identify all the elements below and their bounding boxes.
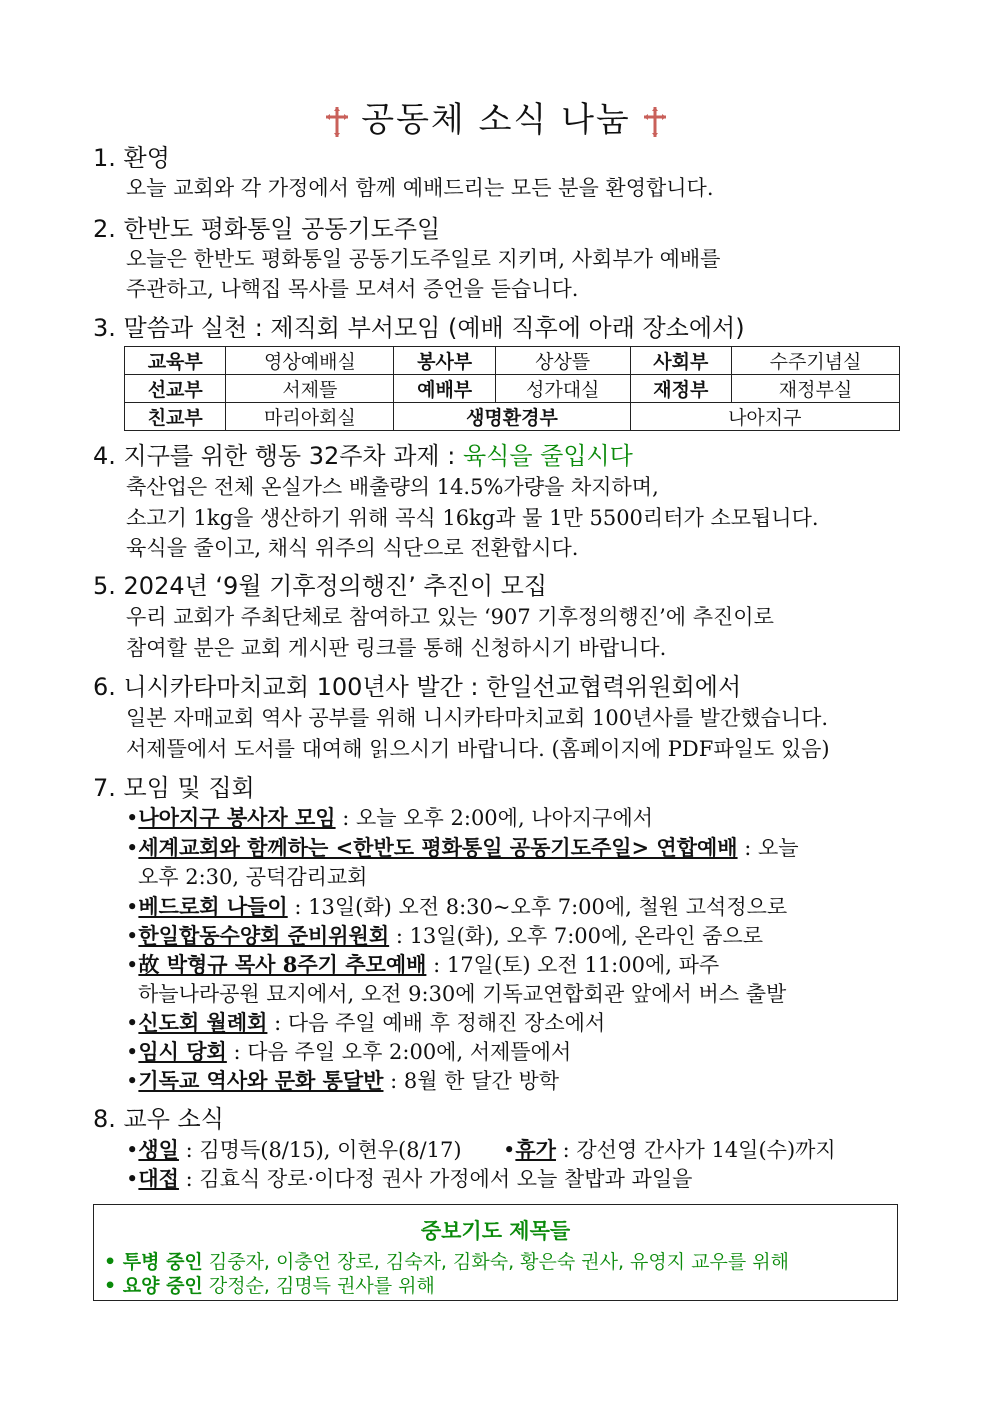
item-label: 임시 당회 — [138, 1039, 227, 1064]
item-label: 휴가 — [515, 1137, 556, 1162]
list-item: •휴가 : 강선영 간사가 14일(수)까지 — [503, 1137, 836, 1162]
item-label: 대접 — [138, 1166, 179, 1191]
page-title: 공동체 소식 나눔 — [361, 100, 631, 140]
table-row — [125, 403, 900, 431]
item-label: 한일합동수양회 준비위원회 — [138, 923, 390, 948]
item-text: : 다음 주일 오후 2:00에, 서제뜰에서 — [226, 1040, 572, 1064]
list-item — [138, 862, 367, 892]
section-text: 오늘 교회와 각 가정에서 함께 예배드리는 모든 분을 환영합니다. — [126, 176, 714, 200]
table-cell: 친교부 — [125, 403, 226, 431]
cross-icon — [641, 105, 669, 139]
prayer-line — [104, 1247, 789, 1274]
item-text: : 17일(토) 오전 11:00에, 파주 — [426, 953, 720, 977]
table-cell: 성가대실 — [495, 375, 630, 403]
heading-text: 4. 지구를 위한 행동 32주차 과제 : — [93, 442, 463, 470]
item-label: 신도회 월례회 — [138, 1010, 268, 1035]
list-item: •기독교 역사와 문화 통달반 : 8월 한 달간 방학 — [126, 1068, 560, 1093]
item-label: 나아지구 봉사자 모임 — [138, 805, 336, 830]
table-cell: 사회부 — [630, 347, 731, 375]
section-text: 일본 자매교회 역사 공부를 위해 니시카타마치교회 100년사를 발간했습니다. — [126, 706, 829, 730]
table-cell: 수주기념실 — [732, 347, 900, 375]
list-item: •나아지구 봉사자 모임 : 오늘 오후 2:00에, 나아지구에서 — [126, 805, 654, 830]
item-label: 생일 — [138, 1137, 179, 1162]
section-text: 서제뜰에서 도서를 대여해 읽으시기 바랍니다. (홈페이지에 PDF파일도 있음) — [126, 737, 830, 761]
table-row — [125, 375, 900, 403]
section-heading: 6. 니시카타마치교회 100년사 발간 : 한일선교협력위원회에서 — [93, 673, 742, 701]
table-cell: 재정부 — [630, 375, 731, 403]
section-text: 소고기 1kg을 생산하기 위해 곡식 16kg과 물 1만 5500리터가 소모됩니다. — [126, 506, 819, 530]
department-table — [124, 346, 900, 431]
section-text: 육식을 줄이고, 채식 위주의 식단으로 전환합시다. — [126, 536, 579, 560]
item-label: 故 박형규 목사 8주기 추모예배 — [138, 952, 427, 977]
list-item: •대접 : 김효식 장로·이다정 권사 가정에서 오늘 찰밥과 과일을 — [126, 1166, 693, 1191]
table-cell: 마리아회실 — [226, 403, 394, 431]
item-text: : 오늘 — [737, 836, 799, 860]
section-text: 축산업은 전체 온실가스 배출량의 14.5%가량을 차지하며, — [126, 475, 659, 499]
item-text: : 김명득(8/15), 이현우(8/17) — [178, 1138, 462, 1162]
list-item: •베드로회 나들이 : 13일(화) 오전 8:30~오후 7:00에, 철원 고석정으로 — [126, 894, 788, 919]
list-item: •故 박형규 목사 8주기 추모예배 : 17일(토) 오전 11:00에, 파주 — [126, 952, 720, 977]
table-cell: 생명환경부 — [394, 403, 630, 431]
page-title-row — [0, 92, 992, 141]
prayer-title: 중보기도 제목들 — [420, 1219, 571, 1243]
item-text: : 다음 주일 예배 후 정해진 장소에서 — [267, 1011, 606, 1035]
section-text: 주관하고, 나핵집 목사를 모셔서 증언을 듣습니다. — [126, 277, 579, 301]
item-text: : 8월 한 달간 방학 — [383, 1069, 560, 1093]
table-cell: 서제뜰 — [226, 375, 394, 403]
list-item: •생일 : 김명득(8/15), 이현우(8/17) — [126, 1137, 462, 1162]
prayer-text: 김중자, 이충언 장로, 김숙자, 김화숙, 황은숙 권사, 유영지 교우를 위해 — [202, 1251, 789, 1273]
section-heading: 1. 환영 — [93, 144, 170, 172]
table-cell: 재정부실 — [732, 375, 900, 403]
item-text: 하늘나라공원 묘지에서, 오전 9:30에 기독교연합회관 앞에서 버스 출발 — [138, 982, 787, 1006]
heading-highlight: 육식을 줄입시다 — [462, 442, 633, 470]
table-cell: 교육부 — [125, 347, 226, 375]
table-cell: 봉사부 — [394, 347, 495, 375]
section-text: 참여할 분은 교회 게시판 링크를 통해 신청하시기 바랍니다. — [126, 636, 667, 660]
item-text: 오후 2:30, 공덕감리교회 — [138, 865, 368, 889]
item-text: : 강선영 간사가 14일(수)까지 — [555, 1138, 836, 1162]
cross-icon — [323, 105, 351, 139]
section-text: 오늘은 한반도 평화통일 공동기도주일로 지키며, 사회부가 예배를 — [126, 247, 721, 271]
list-item — [138, 979, 786, 1009]
section-heading: 8. 교우 소식 — [93, 1105, 224, 1133]
prayer-line — [104, 1271, 435, 1298]
section-heading — [93, 441, 633, 471]
item-label: 세계교회와 함께하는 <한반도 평화통일 공동기도주일> 연합예배 — [138, 835, 738, 860]
item-text: : 13일(화) 오전 8:30~오후 7:00에, 철원 고석정으로 — [287, 895, 788, 919]
section-text: 우리 교회가 주최단체로 참여하고 있는 ‘907 기후정의행진’에 추진이로 — [126, 605, 774, 629]
item-text: : 김효식 장로·이다정 권사 가정에서 오늘 찰밥과 과일을 — [178, 1167, 693, 1191]
table-cell: 예배부 — [394, 375, 495, 403]
section-heading: 3. 말씀과 실천 : 제직회 부서모임 (예배 직후에 아래 장소에서) — [93, 314, 745, 342]
item-label: 기독교 역사와 문화 통달반 — [138, 1068, 384, 1093]
table-cell: 나아지구 — [630, 403, 899, 431]
item-label: 베드로회 나들이 — [138, 894, 288, 919]
table-cell: 상상뜰 — [495, 347, 630, 375]
section-heading: 7. 모임 및 집회 — [93, 774, 255, 802]
prayer-box — [93, 1204, 898, 1301]
prayer-label: • 요양 중인 — [104, 1275, 203, 1297]
list-item: •임시 당회 : 다음 주일 오후 2:00에, 서제뜰에서 — [126, 1039, 572, 1064]
table-cell: 선교부 — [125, 375, 226, 403]
table-cell: 영상예배실 — [226, 347, 394, 375]
prayer-text: 강정순, 김명득 권사를 위해 — [202, 1275, 435, 1297]
section-heading: 5. 2024년 ‘9월 기후정의행진’ 추진이 모집 — [93, 572, 548, 600]
table-row — [125, 347, 900, 375]
item-text: : 오늘 오후 2:00에, 나아지구에서 — [335, 806, 654, 830]
list-item: •한일합동수양회 준비위원회 : 13일(화), 오후 7:00에, 온라인 줌으로 — [126, 923, 764, 948]
item-text: : 13일(화), 오후 7:00에, 온라인 줌으로 — [389, 924, 764, 948]
section-heading: 2. 한반도 평화통일 공동기도주일 — [93, 215, 441, 243]
list-item: •신도회 월례회 : 다음 주일 예배 후 정해진 장소에서 — [126, 1010, 606, 1035]
list-item: •세계교회와 함께하는 <한반도 평화통일 공동기도주일> 연합예배 : 오늘 — [126, 835, 799, 860]
prayer-label: • 투병 중인 — [104, 1251, 203, 1273]
